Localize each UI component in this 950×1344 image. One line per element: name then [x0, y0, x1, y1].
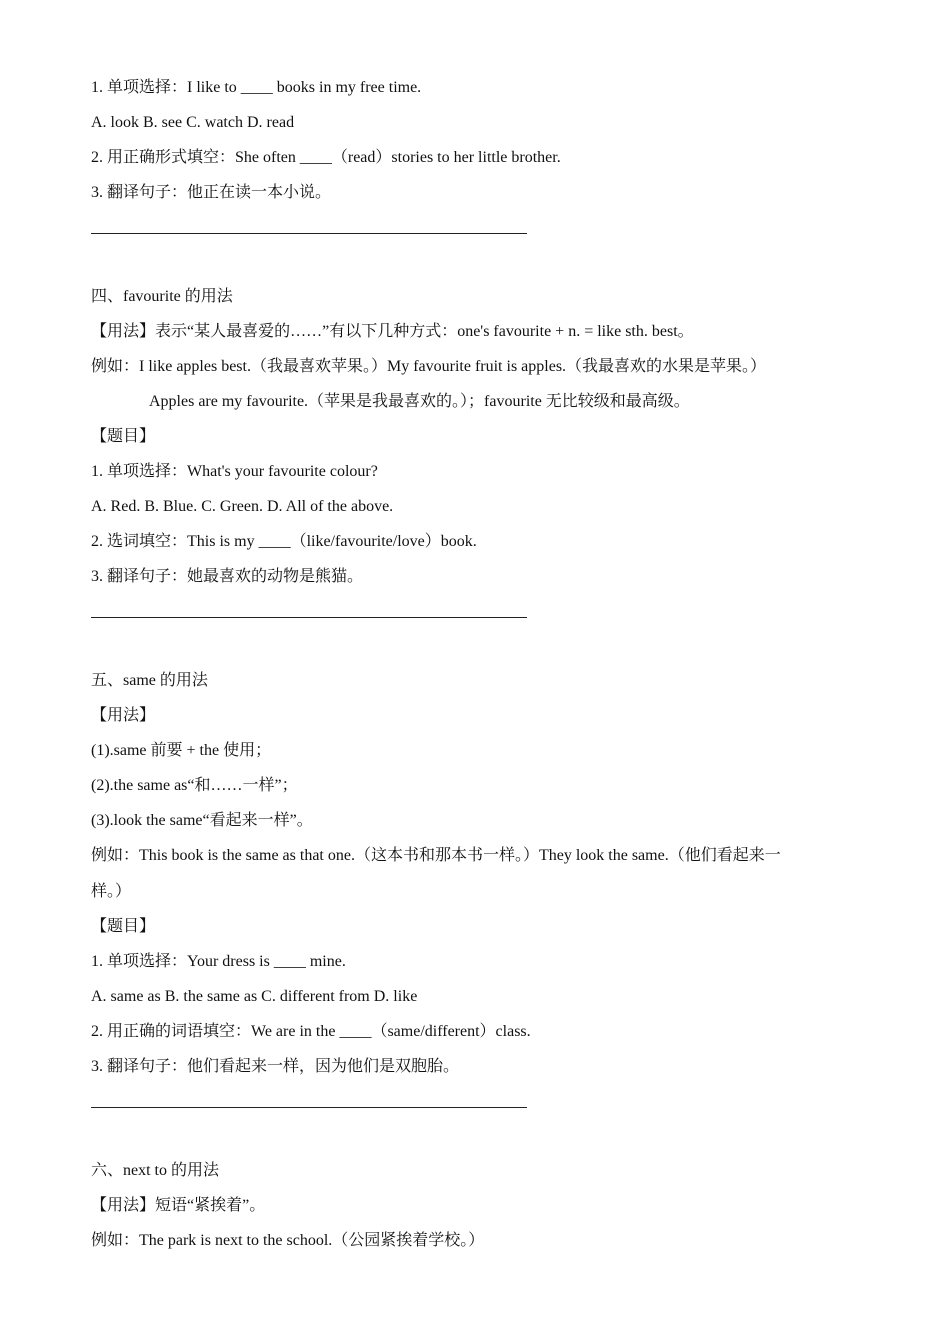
question-text: 3. 翻译句子：她最喜欢的动物是熊猫。	[91, 568, 364, 585]
question-text: 1. 单项选择：I like to ____ books in my free time.	[91, 79, 422, 96]
usage-rule: (3).look the same“看起来一样”。	[91, 812, 313, 829]
answer-options: A. look B. see C. watch D. read	[91, 114, 295, 131]
answer-line	[91, 617, 527, 618]
example-text: 样。）	[91, 883, 132, 900]
answer-options: A. same as B. the same as C. different from D. like	[91, 988, 418, 1005]
usage-label: 【用法】	[91, 707, 156, 724]
answer-line	[91, 233, 527, 234]
question-text: 2. 用正确形式填空：She often ____（read）stories to her little brother.	[91, 149, 561, 166]
question-text: 1. 单项选择：Your dress is ____ mine.	[91, 953, 346, 970]
section-heading: 四、favourite 的用法	[91, 288, 233, 305]
example-text: 例如：The park is next to the school.（公园紧挨着学校。）	[91, 1232, 485, 1249]
usage-rule: (1).same 前要 + the 使用；	[91, 742, 272, 759]
topic-label: 【题目】	[91, 918, 156, 935]
question-text: 2. 用正确的词语填空：We are in the ____（same/different）class.	[91, 1023, 531, 1040]
answer-options: A. Red. B. Blue. C. Green. D. All of the above.	[91, 498, 394, 515]
example-text: 例如：This book is the same as that one.（这本书和那本书一样。）They look the same.（他们看起来一	[91, 847, 781, 864]
question-text: 1. 单项选择：What's your favourite colour?	[91, 463, 378, 480]
usage-text: 【用法】短语“紧挨着”。	[91, 1197, 266, 1214]
usage-rule: (2).the same as“和……一样”；	[91, 777, 298, 794]
topic-label: 【题目】	[91, 428, 156, 445]
example-text: Apples are my favourite.（苹果是我最喜欢的。）；favourite 无比较级和最高级。	[149, 393, 690, 410]
section-heading: 五、same 的用法	[91, 672, 208, 689]
answer-line	[91, 1107, 527, 1108]
example-text: 例如：I like apples best.（我最喜欢苹果。）My favourite fruit is apples.（我最喜欢的水果是苹果。）	[91, 358, 767, 375]
question-text: 3. 翻译句子：他们看起来一样，因为他们是双胞胎。	[91, 1058, 460, 1075]
usage-text: 【用法】表示“某人最喜爱的……”有以下几种方式：one's favourite + n. = like sth. best。	[91, 323, 694, 340]
section-heading: 六、next to 的用法	[91, 1162, 219, 1179]
question-text: 3. 翻译句子：他正在读一本小说。	[91, 184, 332, 201]
question-text: 2. 选词填空：This is my ____（like/favourite/love）book.	[91, 533, 477, 550]
